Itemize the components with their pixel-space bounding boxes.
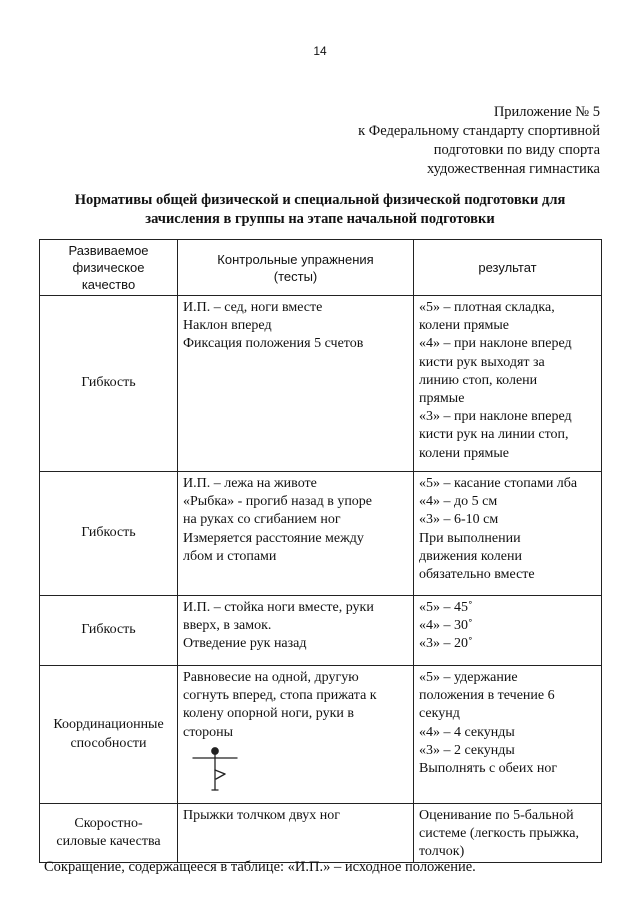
table-row <box>40 472 602 596</box>
header-exercise: Контрольные упражнения (тесты) <box>178 240 414 296</box>
exercise-cell: И.П. – стойка ноги вместе, руки вверх, в замок. Отведение рук назад <box>178 596 414 666</box>
result-cell: «5» – удержание положения в течение 6 секунд «4» – 4 секунды «3» – 2 секунды Выполнять с обеих ног <box>414 666 602 804</box>
result-cell: Оценивание по 5-бальной системе (легкость прыжка, толчок) <box>414 804 602 863</box>
title-line: Нормативы общей физической и специальной физической подготовки для <box>74 192 566 208</box>
appendix-line: Приложение № 5 <box>493 104 600 120</box>
title-line: зачисления в группы на этапе начальной подготовки <box>145 211 495 227</box>
table-row <box>40 596 602 666</box>
appendix-block <box>358 103 600 179</box>
result-cell: «5» – плотная складка, колени прямые «4» – при наклоне вперед кисти рук выходят за линию стоп, колени прямые «3» – при наклоне вперед кисти рук на линии стоп, колени прямые <box>414 296 602 472</box>
appendix-line: к Федеральному стандарту спортивной <box>358 123 600 139</box>
norms-table <box>39 239 602 863</box>
exercise-cell: Прыжки толчком двух ног <box>178 804 414 863</box>
exercise-cell: Равновесие на одной, другую согнуть вперед, стопа прижата к колену опорной ноги, руки в стороны <box>178 666 414 804</box>
gymnast-balance-figure <box>187 746 243 792</box>
quality-cell: Скоростно- силовые качества <box>40 804 178 863</box>
exercise-cell: И.П. – сед, ноги вместе Наклон вперед Фиксация положения 5 счетов <box>178 296 414 472</box>
appendix-line: подготовки по виду спорта <box>433 142 600 158</box>
exercise-cell: И.П. – лежа на животе «Рыбка» - прогиб назад в упоре на руках со сгибанием ног Измеряется расстояние между лбом и стопами <box>178 472 414 596</box>
appendix-line: художественная гимнастика <box>426 161 600 177</box>
header-quality: Развиваемое физическое качество <box>40 240 178 296</box>
quality-cell: Координационные способности <box>40 666 178 804</box>
footnote: Сокращение, содержащееся в таблице: «И.П.» – исходное положение. <box>44 859 476 875</box>
result-cell: «5» – 45˚ «4» – 30˚ «3» – 20˚ <box>414 596 602 666</box>
table-row <box>40 804 602 863</box>
quality-cell: Гибкость <box>40 296 178 472</box>
header-result: результат <box>414 240 602 296</box>
table-row <box>40 296 602 472</box>
quality-cell: Гибкость <box>40 596 178 666</box>
page-number: 14 <box>313 44 327 58</box>
result-cell: «5» – касание стопами лба «4» – до 5 см «3» – 6-10 см При выполнении движения колени обязательно вместе <box>414 472 602 596</box>
document-title <box>40 191 600 229</box>
table-row <box>40 666 602 804</box>
table-header-row <box>40 240 602 296</box>
quality-cell: Гибкость <box>40 472 178 596</box>
